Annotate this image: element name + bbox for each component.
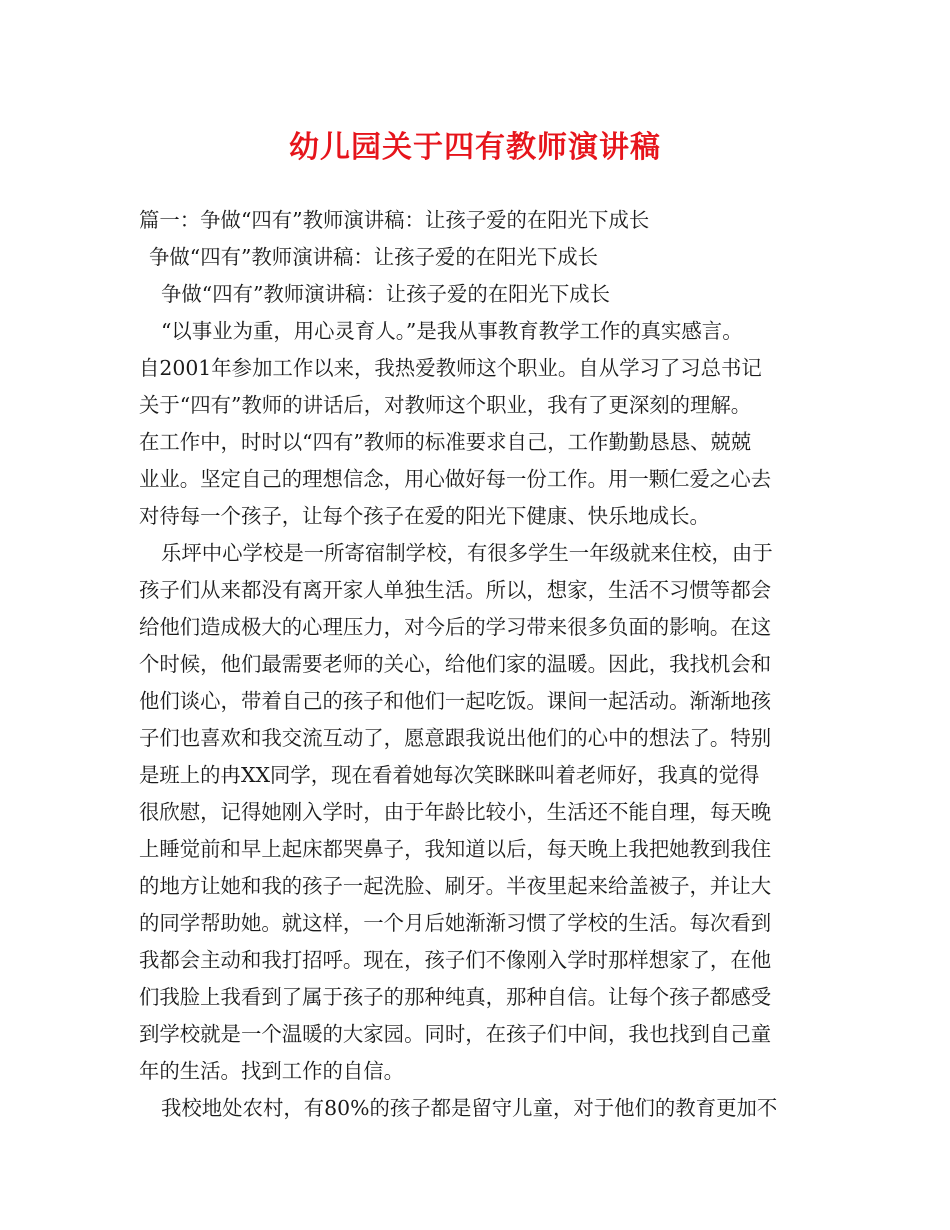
paragraph-line: 乐坪中心学校是一所寄宿制学校，有很多学生一年级就来住校，由于 xyxy=(161,541,773,565)
paragraph-line: 在工作中，时时以“四有”教师的标准要求自己，工作勤勤恳恳、兢兢 xyxy=(139,430,752,454)
paragraph-line: 我都会主动和我打招呼。现在，孩子们不像刚入学时那样想家了，在他 xyxy=(139,948,772,972)
paragraph-line: 们我脸上我看到了属于孩子的那种纯真，那种自信。让每个孩子都感受 xyxy=(139,985,772,1009)
paragraph-line: 很欣慰，记得她刚入学时，由于年龄比较小，生活还不能自理，每天晚 xyxy=(139,800,772,824)
paragraph-line: 的地方让她和我的孩子一起洗脸、刷牙。半夜里起来给盖被子，并让大 xyxy=(139,874,772,898)
paragraph-line: 争做“四有”教师演讲稿：让孩子爱的在阳光下成长 xyxy=(149,245,599,269)
document-body xyxy=(139,202,819,1127)
paragraph-line: 孩子们从来都没有离开家人单独生活。所以，想家，生活不习惯等都会 xyxy=(139,578,772,602)
paragraph-line: 关于“四有”教师的讲话后，对教师这个职业，我有了更深刻的理解。 xyxy=(139,393,752,417)
paragraph-line: 个时候，他们最需要老师的关心，给他们家的温暖。因此，我找机会和 xyxy=(139,652,772,676)
paragraph-line: 到学校就是一个温暖的大家园。同时，在孩子们中间，我也找到自己童 xyxy=(139,1022,772,1046)
paragraph-line: 篇一：争做“四有”教师演讲稿：让孩子爱的在阳光下成长 xyxy=(139,208,650,232)
paragraph-line: 争做“四有”教师演讲稿：让孩子爱的在阳光下成长 xyxy=(161,282,611,306)
paragraph-line: 业业。坚定自己的理想信念，用心做好每一份工作。用一颗仁爱之心去 xyxy=(139,467,772,491)
paragraph-line: “以事业为重，用心灵育人。”是我从事教育教学工作的真实感言。 xyxy=(161,319,743,343)
paragraph-line: 的同学帮助她。就这样，一个月后她渐渐习惯了学校的生活。每次看到 xyxy=(139,911,772,935)
paragraph-line: 自2001年参加工作以来，我热爱教师这个职业。自从学习了习总书记 xyxy=(139,356,762,380)
paragraph-line: 对待每一个孩子，让每个孩子在爱的阳光下健康、快乐地成长。 xyxy=(139,504,710,528)
paragraph-line: 子们也喜欢和我交流互动了，愿意跟我说出他们的心中的想法了。特别 xyxy=(139,726,772,750)
paragraph-line: 我校地处农村，有80%的孩子都是留守儿童，对于他们的教育更加不 xyxy=(161,1096,778,1120)
paragraph-line: 是班上的冉XX同学，现在看着她每次笑眯眯叫着老师好，我真的觉得 xyxy=(139,763,760,787)
paragraph-line: 上睡觉前和早上起床都哭鼻子，我知道以后，每天晚上我把她教到我住 xyxy=(139,837,772,861)
document-title: 幼儿园关于四有教师演讲稿 xyxy=(289,130,661,165)
paragraph-line: 他们谈心，带着自己的孩子和他们一起吃饭。课间一起活动。渐渐地孩 xyxy=(139,689,772,713)
paragraph-line: 年的生活。找到工作的自信。 xyxy=(139,1059,405,1083)
paragraph-line: 给他们造成极大的心理压力，对今后的学习带来很多负面的影响。在这 xyxy=(139,615,772,639)
